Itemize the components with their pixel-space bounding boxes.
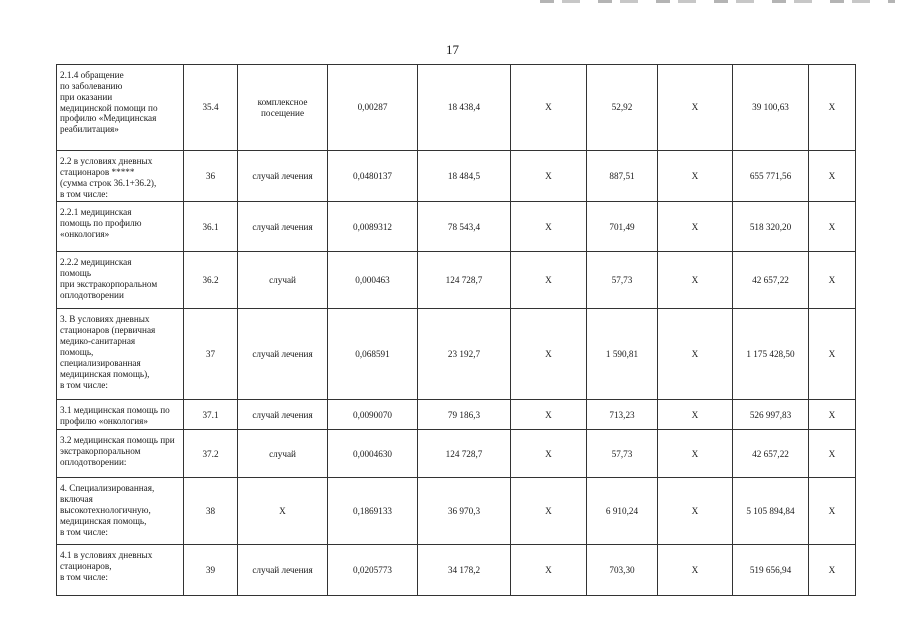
row-x-cell: Х (809, 400, 856, 430)
table-row (57, 151, 856, 202)
row-per-capita-cell: 713,23 (587, 400, 658, 430)
row-x-cell: Х (511, 545, 587, 596)
row-x-cell: Х (511, 309, 587, 400)
row-total-cell: 519 656,94 (733, 545, 809, 596)
row-norm-cell: 0,0004630 (328, 430, 418, 478)
row-cost-cell: 34 178,2 (418, 545, 511, 596)
row-x-cell: Х (809, 65, 856, 151)
row-name-cell: 3.2 медицинская помощь при экстракорпоральном оплодотворении: (57, 430, 184, 478)
row-code-cell: 37 (184, 309, 238, 400)
row-cost-cell: 23 192,7 (418, 309, 511, 400)
row-code-cell: 35.4 (184, 65, 238, 151)
row-norm-cell: 0,000463 (328, 252, 418, 309)
row-cost-cell: 124 728,7 (418, 430, 511, 478)
row-code-cell: 36.2 (184, 252, 238, 309)
row-cost-cell: 18 484,5 (418, 151, 511, 202)
table-row (57, 430, 856, 478)
table-row (57, 252, 856, 309)
row-x-cell: Х (511, 202, 587, 252)
data-table (56, 64, 856, 596)
row-norm-cell: 0,1869133 (328, 478, 418, 545)
table-row (57, 65, 856, 151)
row-total-cell: 1 175 428,50 (733, 309, 809, 400)
row-total-cell: 5 105 894,84 (733, 478, 809, 545)
row-unit-cell: случай лечения (238, 309, 328, 400)
row-unit-cell: случай лечения (238, 400, 328, 430)
row-x-cell: Х (809, 309, 856, 400)
row-per-capita-cell: 57,73 (587, 252, 658, 309)
row-norm-cell: 0,0089312 (328, 202, 418, 252)
table-row (57, 478, 856, 545)
row-total-cell: 42 657,22 (733, 252, 809, 309)
row-cost-cell: 36 970,3 (418, 478, 511, 545)
row-norm-cell: 0,00287 (328, 65, 418, 151)
row-norm-cell: 0,068591 (328, 309, 418, 400)
row-unit-cell: случай (238, 430, 328, 478)
table-row (57, 545, 856, 596)
row-x-cell: Х (809, 202, 856, 252)
row-name-cell: 2.2.1 медицинская помощь по профилю «онкология» (57, 202, 184, 252)
row-per-capita-cell: 52,92 (587, 65, 658, 151)
row-code-cell: 36.1 (184, 202, 238, 252)
row-x-cell: Х (658, 65, 733, 151)
row-code-cell: 37.1 (184, 400, 238, 430)
row-total-cell: 526 997,83 (733, 400, 809, 430)
row-total-cell: 655 771,56 (733, 151, 809, 202)
row-x-cell: Х (809, 430, 856, 478)
row-x-cell: Х (658, 252, 733, 309)
row-code-cell: 39 (184, 545, 238, 596)
scan-edge-mark (540, 0, 895, 3)
row-unit-cell: случай (238, 252, 328, 309)
row-x-cell: Х (511, 400, 587, 430)
row-name-cell: 2.2.2 медицинская помощь при экстракорпоральном оплодотворении (57, 252, 184, 309)
row-x-cell: Х (658, 400, 733, 430)
row-per-capita-cell: 887,51 (587, 151, 658, 202)
row-x-cell: Х (809, 252, 856, 309)
row-unit-cell: комплексное посещение (238, 65, 328, 151)
row-per-capita-cell: 57,73 (587, 430, 658, 478)
row-norm-cell: 0,0090070 (328, 400, 418, 430)
row-name-cell: 4.1 в условиях дневных стационаров, в том числе: (57, 545, 184, 596)
row-total-cell: 42 657,22 (733, 430, 809, 478)
row-per-capita-cell: 701,49 (587, 202, 658, 252)
row-unit-cell: случай лечения (238, 202, 328, 252)
row-unit-cell: случай лечения (238, 151, 328, 202)
row-x-cell: Х (511, 478, 587, 545)
row-norm-cell: 0,0480137 (328, 151, 418, 202)
table-row (57, 309, 856, 400)
row-x-cell: Х (511, 151, 587, 202)
row-code-cell: 38 (184, 478, 238, 545)
row-cost-cell: 79 186,3 (418, 400, 511, 430)
row-x-cell: Х (658, 309, 733, 400)
row-norm-cell: 0,0205773 (328, 545, 418, 596)
row-cost-cell: 18 438,4 (418, 65, 511, 151)
row-per-capita-cell: 1 590,81 (587, 309, 658, 400)
row-cost-cell: 124 728,7 (418, 252, 511, 309)
row-x-cell: Х (511, 65, 587, 151)
row-total-cell: 518 320,20 (733, 202, 809, 252)
row-x-cell: Х (809, 151, 856, 202)
row-x-cell: Х (658, 151, 733, 202)
row-x-cell: Х (511, 430, 587, 478)
row-code-cell: 36 (184, 151, 238, 202)
row-name-cell: 3. В условиях дневных стационаров (первичная медико-санитарная помощь, специализированная медицинская помощь), в том числе: (57, 309, 184, 400)
row-name-cell: 4. Специализированная, включая высокотехнологичную, медицинская помощь, в том числе: (57, 478, 184, 545)
table-row (57, 202, 856, 252)
row-x-cell: Х (658, 478, 733, 545)
row-name-cell: 2.1.4 обращение по заболеванию при оказании медицинской помощи по профилю «Медицинская реабилитация» (57, 65, 184, 151)
row-per-capita-cell: 703,30 (587, 545, 658, 596)
row-x-cell: Х (809, 478, 856, 545)
table-row (57, 400, 856, 430)
row-name-cell: 2.2 в условиях дневных стационаров ***** (сумма строк 36.1+36.2), в том числе: (57, 151, 184, 202)
row-unit-cell: Х (238, 478, 328, 545)
row-name-cell: 3.1 медицинская помощь по профилю «онкология» (57, 400, 184, 430)
row-x-cell: Х (658, 430, 733, 478)
row-code-cell: 37.2 (184, 430, 238, 478)
row-cost-cell: 78 543,4 (418, 202, 511, 252)
row-x-cell: Х (511, 252, 587, 309)
row-x-cell: Х (658, 545, 733, 596)
row-total-cell: 39 100,63 (733, 65, 809, 151)
row-x-cell: Х (658, 202, 733, 252)
row-x-cell: Х (809, 545, 856, 596)
page-number: 17 (446, 42, 459, 57)
row-unit-cell: случай лечения (238, 545, 328, 596)
row-per-capita-cell: 6 910,24 (587, 478, 658, 545)
